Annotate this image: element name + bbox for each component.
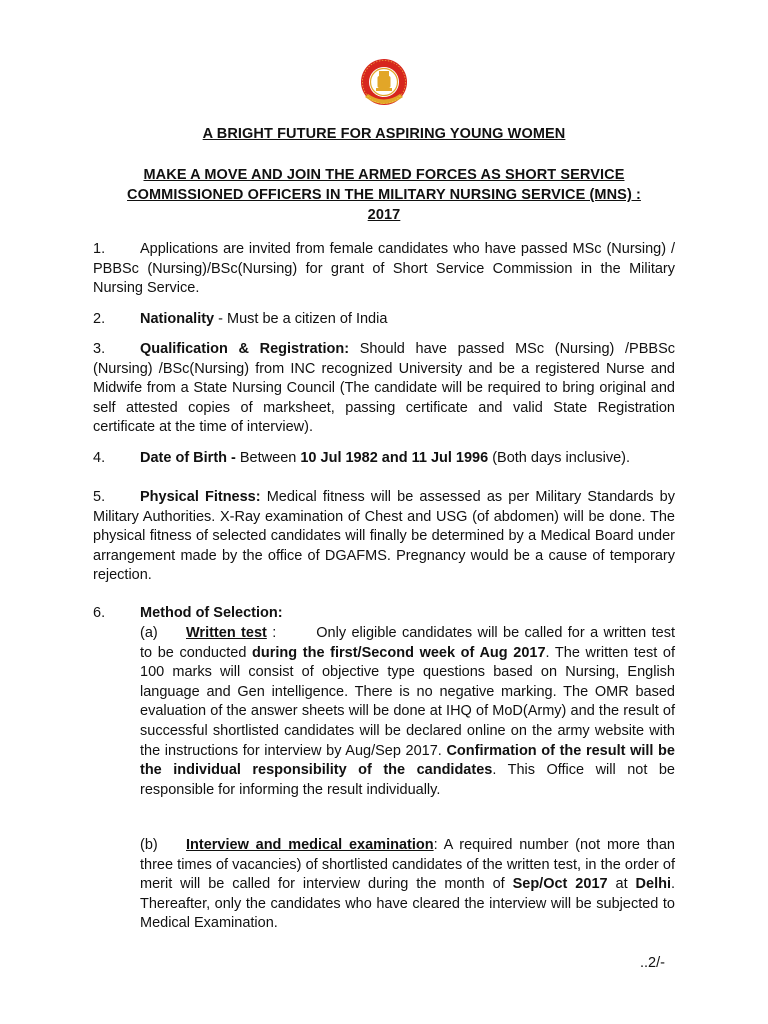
paragraph-text: Applications are invited from female candidates who have passed MSc (Nursing) / PBBSc (Nursing)/BSc(Nursing) for grant of Short Service Commission in the Military Nursing Service. bbox=[93, 241, 675, 297]
subparagraph-written-test bbox=[140, 624, 675, 800]
paragraph-qualification bbox=[93, 340, 675, 438]
paragraph-label: Date of Birth - bbox=[140, 450, 236, 466]
paragraph-number: 6. bbox=[93, 605, 106, 621]
subparagraph-text: . The written test of 100 marks will consist of objective type questions based on Nursing, English language and Gen intelligence. There is no negative marking. The OMR based evaluation of the answer sheets will be done at IHQ of MoD(Army) and the result of successful shortlisted candidates will be declared online on the army website with the instructions for interview by Aug/Sep 2017. bbox=[140, 644, 675, 759]
paragraph-text: - Must be a citizen of India bbox=[214, 311, 388, 327]
paragraph-label: Physical Fitness: bbox=[140, 489, 261, 505]
paragraph-label: Qualification & Registration: bbox=[140, 341, 350, 357]
mns-emblem-icon bbox=[359, 57, 409, 112]
heading-line: 2017 bbox=[367, 207, 401, 223]
paragraph-number: 3. bbox=[93, 341, 106, 357]
interview-location: Delhi bbox=[635, 876, 671, 893]
paragraph-applications bbox=[93, 240, 675, 299]
paragraph-method-of-selection bbox=[93, 604, 675, 624]
heading-bright-future: A BRIGHT FUTURE FOR ASPIRING YOUNG WOMEN bbox=[202, 126, 566, 142]
result-responsibility-note: Confirmation of the result will be the individual responsibility of the candidates bbox=[140, 742, 675, 779]
subparagraph-title: Written test bbox=[186, 625, 267, 641]
subparagraph-label: (a) bbox=[140, 625, 158, 641]
subparagraph-text: : A required number (not more than three times of vacancies) of shortlisted candidates of the written test, in the order of merit will be called for interview during the month of bbox=[140, 837, 675, 893]
paragraph-text: (Both days inclusive). bbox=[488, 450, 631, 466]
paragraph-label: Nationality bbox=[140, 311, 215, 327]
paragraph-number: 4. bbox=[93, 450, 106, 466]
heading-line: COMMISSIONED OFFICERS IN THE MILITARY NURSING SERVICE (MNS) : bbox=[127, 187, 641, 203]
interview-month: Sep/Oct 2017 bbox=[512, 876, 608, 893]
subparagraph-text: Only eligible candidates will be called for a written test to be conducted bbox=[140, 625, 675, 661]
paragraph-number: 1. bbox=[93, 241, 106, 257]
written-test-date: during the first/Second week of Aug 2017 bbox=[252, 644, 546, 661]
heading-join-mns bbox=[80, 165, 688, 225]
paragraph-physical-fitness bbox=[93, 488, 675, 586]
subparagraph-text: at bbox=[607, 876, 636, 893]
paragraph-text: Medical fitness will be assessed as per Military Standards by Military Authorities. X-Ray examination of Chest and USG (of abdomen) will be done. The physical fitness of selected candidates will finally be determined by a Medical Board under arrangement made by the office of DGAFMS. Pregnancy would be a cause of temporary rejection. bbox=[93, 489, 675, 584]
subparagraph-interview bbox=[140, 836, 675, 934]
page-number: ..2/- bbox=[640, 955, 665, 971]
paragraph-number: 5. bbox=[93, 489, 106, 505]
paragraph-date-of-birth bbox=[93, 449, 675, 469]
heading-line: MAKE A MOVE AND JOIN THE ARMED FORCES AS SHORT SERVICE bbox=[143, 167, 625, 183]
birth-date-range: 10 Jul 1982 and 11 Jul 1996 bbox=[300, 450, 489, 466]
subparagraph-title: Interview and medical examination bbox=[186, 837, 434, 853]
subparagraph-colon: : bbox=[266, 625, 277, 641]
subparagraph-label: (b) bbox=[140, 837, 158, 853]
subparagraph-text: . Thereafter, only the candidates who have cleared the interview will be subjected to Medical Examination. bbox=[140, 876, 676, 932]
paragraph-number: 2. bbox=[93, 311, 106, 327]
paragraph-text: Should have passed MSc (Nursing) /PBBSc (Nursing) /BSc(Nursing) from INC recognized University and be a registered Nurse and Midwife from a State Nursing Council (The candidate will be required to bring original and self attested copies of marksheet, passing certificate and valid State Registration certificate at the time of interview). bbox=[93, 341, 675, 436]
paragraph-nationality bbox=[93, 310, 675, 330]
paragraph-label: Method of Selection: bbox=[140, 605, 283, 621]
paragraph-text: Between bbox=[235, 450, 301, 466]
subparagraph-text: . This Office will not be responsible for informing the result individually. bbox=[140, 762, 675, 798]
